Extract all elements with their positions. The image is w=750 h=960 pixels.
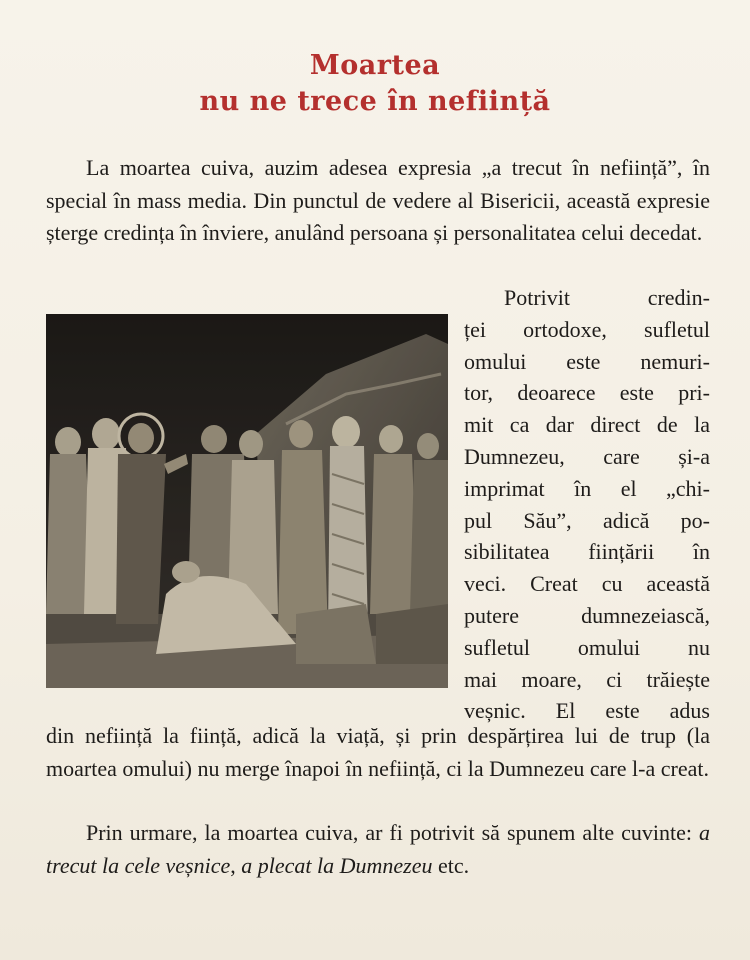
paragraph-2-line: sufletul omului nu: [464, 634, 710, 660]
paragraph-2-line: putere dumnezeiască,: [464, 602, 710, 628]
paragraph-3: [46, 817, 710, 882]
paragraph-2-line: imprimat în el „chi-: [464, 475, 710, 501]
title-line-2: nu ne trece în neființă: [199, 86, 551, 117]
paragraph-2-line: veșnic. El este adus: [464, 698, 710, 724]
illustration-raising-of-lazarus: [46, 314, 448, 688]
paragraph-2-line: pul Său”, adică po-: [464, 507, 710, 533]
paragraph-2-line: veci. Creat cu această: [464, 571, 710, 597]
paragraph-2-line: tor, deoarece este pri-: [464, 380, 710, 406]
paragraph-2-line: mit ca dar direct de la: [464, 412, 710, 438]
paragraph-2-line: omului este nemuri-: [464, 348, 710, 374]
paragraph-2-line: mai moare, ci trăiește: [464, 666, 710, 692]
paragraph-2-line: sibilitatea ființării în: [464, 539, 710, 565]
paragraph-3-ending: etc.: [432, 852, 470, 878]
paragraph-2-line: ței ortodoxe, sufletul: [464, 316, 710, 342]
paragraph-2-line: Dumnezeu, care și-a: [464, 443, 710, 469]
title-line-1: Moartea: [309, 50, 441, 81]
paragraph-3-italic-phrase-1: a trecut la cele veșnice: [46, 820, 710, 878]
paragraph-1: La moartea cuiva, auzim adesea expresia „a trecut în neființă”, în special în mass media. Din punctul de vedere al Bisericii, această expresie șterge credința în înviere, anulând persoana și personalitatea celui decedat.: [46, 155, 710, 245]
paragraph-3-comma: ,: [230, 852, 242, 878]
paragraph-2-line: Potrivit credin-: [504, 285, 710, 310]
paragraph-2-continued: din neființă la ființă, adică la viață, și prin despărțirea lui de trup (la moartea omului) nu merge înapoi în neființă, ci la Dumnezeu care l-a creat.: [46, 723, 710, 781]
paragraph-3-text: Prin urmare, la moartea cuiva, ar fi potrivit să spunem alte cuvinte:: [86, 820, 699, 845]
paragraph-2-column: [464, 282, 710, 727]
fresco-image: [46, 314, 448, 688]
paragraph-3-italic-phrase-2: a plecat la Dumnezeu: [241, 852, 433, 878]
page-title: [0, 48, 750, 120]
